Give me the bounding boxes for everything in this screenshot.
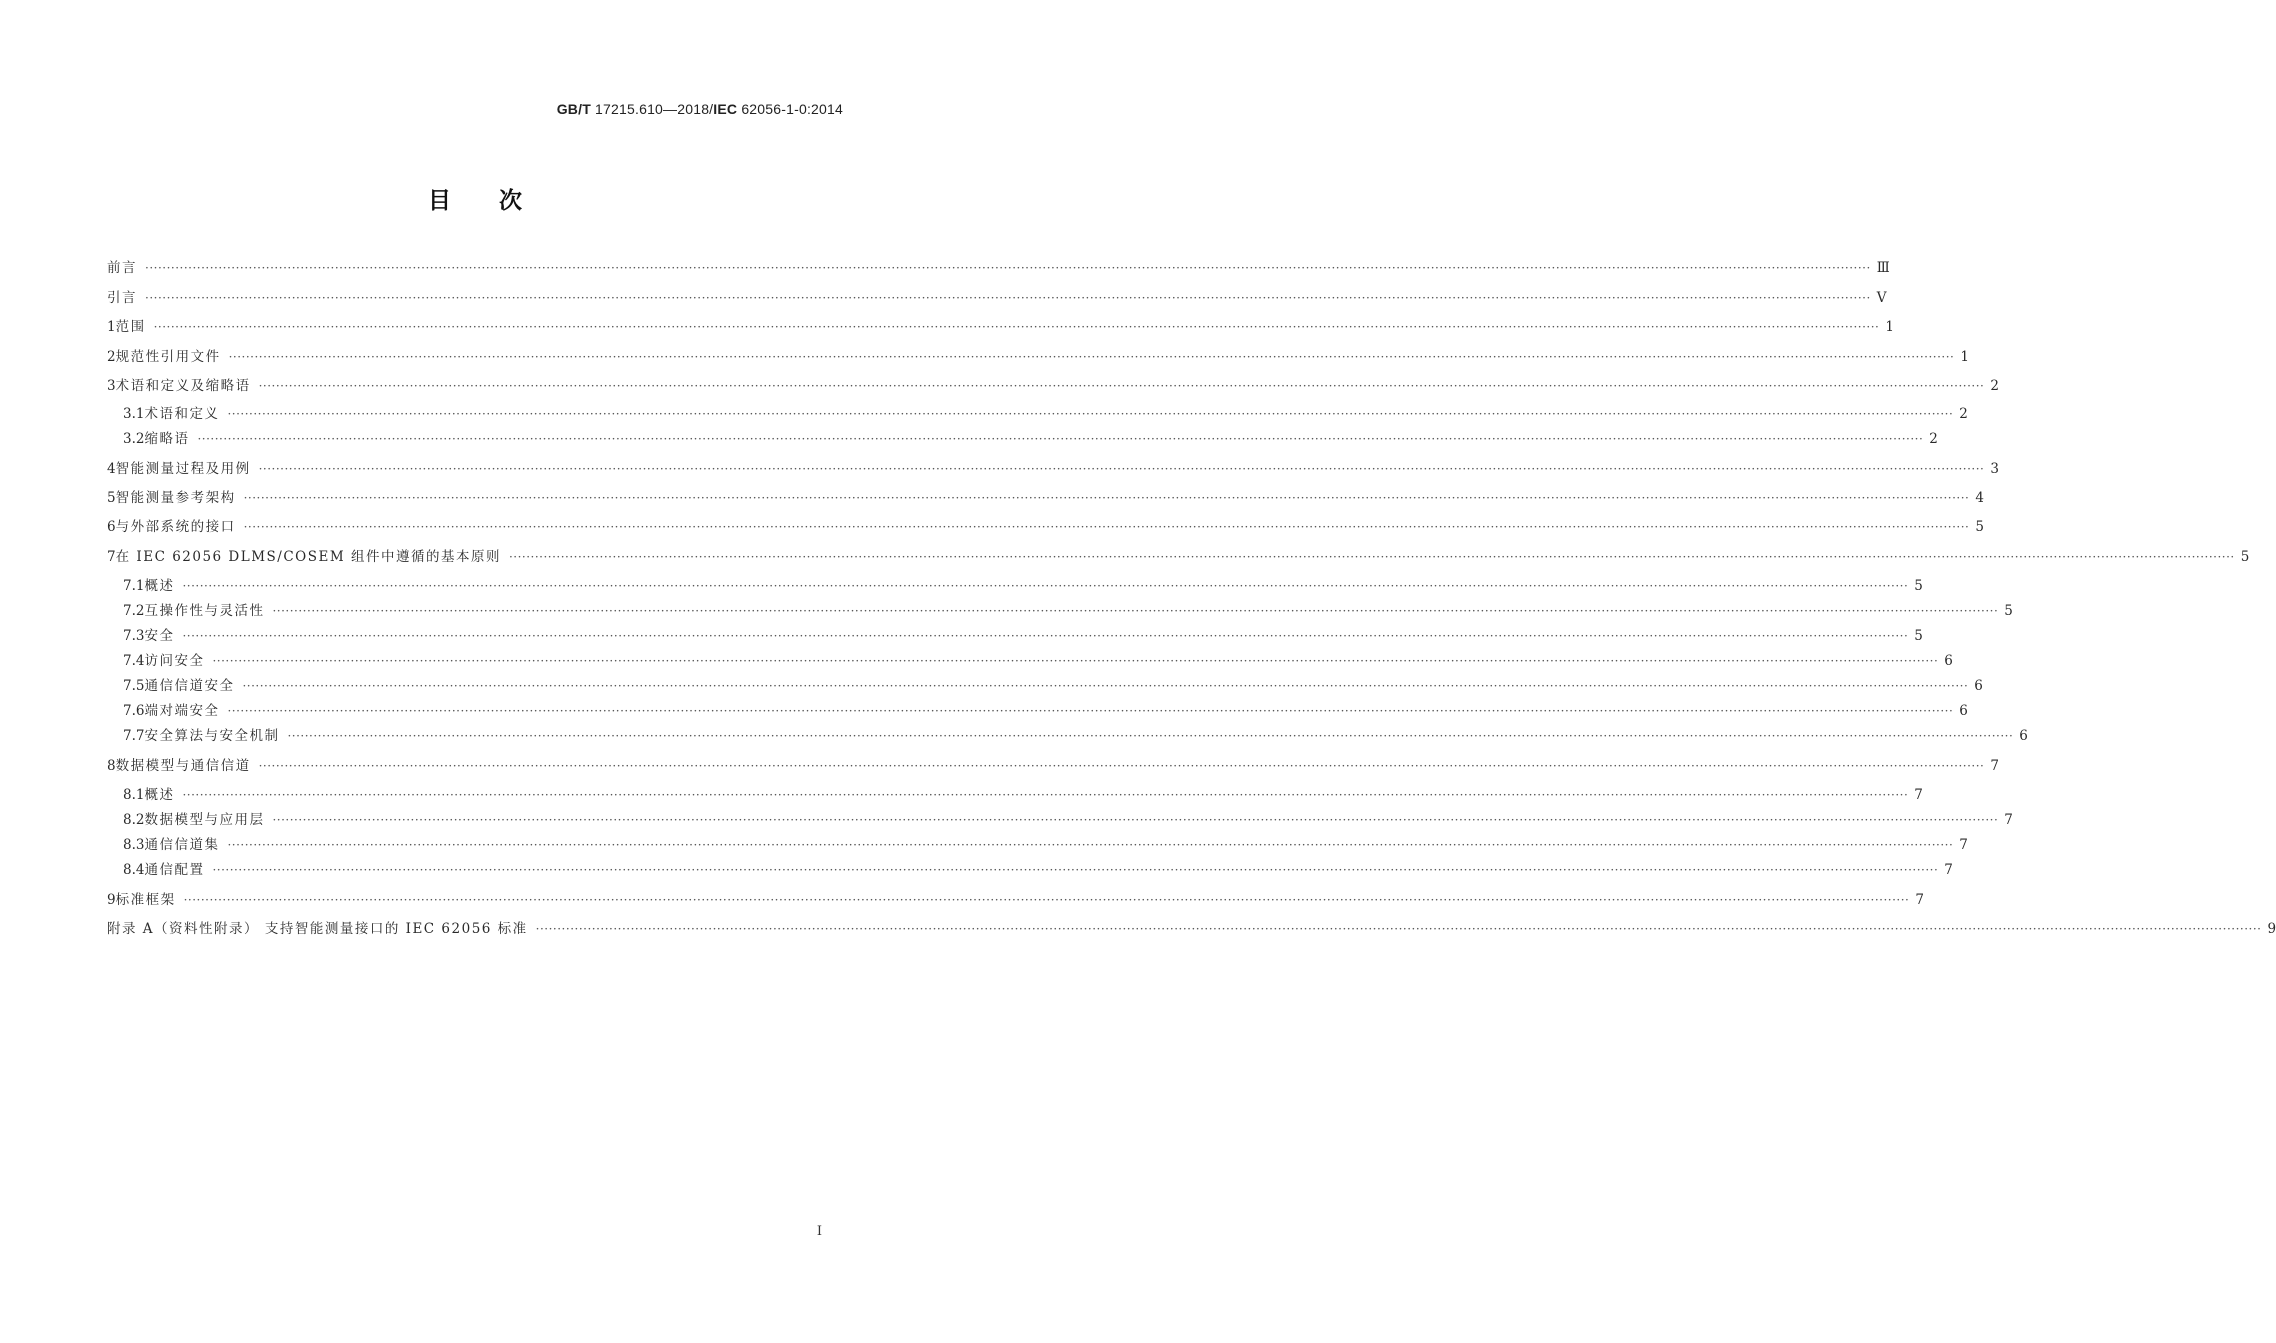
toc-entry-number: 8.4 <box>123 862 145 878</box>
toc-entry[interactable] <box>107 652 1953 670</box>
toc-entry-label: 在 IEC 62056 DLMS/COSEM 组件中遵循的基本原则 <box>115 549 501 565</box>
toc-entry-number: 1 <box>107 319 116 335</box>
dot-leader: ················································································································································································································································································································································································································ <box>182 629 1909 643</box>
toc-entry[interactable] <box>107 460 1999 478</box>
toc-entry[interactable] <box>107 702 1968 720</box>
dot-leader: ················································································································································································································································································································································································································ <box>243 491 1970 505</box>
toc-entry[interactable] <box>107 548 2250 566</box>
toc-entry-page: 7 <box>1915 892 1924 908</box>
dot-leader: ················································································································································································································································································································································································································ <box>227 704 1954 718</box>
toc-entry-number: 6 <box>107 519 116 535</box>
toc-entry-page: 4 <box>1975 490 1984 506</box>
toc-entry-page: 5 <box>1914 628 1923 644</box>
toc-entry[interactable] <box>107 786 1923 804</box>
toc-entry-label: 通信信道安全 <box>144 678 235 694</box>
dot-leader: ················································································································································································································································································································································································································ <box>212 654 1939 668</box>
toc-entry-label: 范围 <box>115 319 146 335</box>
toc-entry-number: 7 <box>107 549 116 565</box>
toc-entry-number: 8.3 <box>123 837 145 853</box>
page-title: 目次 <box>428 188 570 214</box>
toc-entry-label: 缩略语 <box>144 431 190 447</box>
dot-leader: ················································································································································································································································································································································································································ <box>228 350 1955 364</box>
toc-entry-label: 标准框架 <box>115 892 176 908</box>
toc-entry-number: 7.3 <box>123 628 145 644</box>
toc-entry-number: 3.2 <box>123 431 145 447</box>
toc-entry[interactable] <box>107 348 1969 366</box>
standard-code: 17215.610—2018/ <box>590 101 714 117</box>
toc-entry-label: 术语和定义 <box>144 406 220 422</box>
toc-entry-number: 3 <box>107 378 116 394</box>
toc-entry-label: 规范性引用文件 <box>115 349 221 365</box>
toc-entry[interactable] <box>107 259 1890 277</box>
toc-entry-page: 7 <box>1914 787 1923 803</box>
dot-leader: ················································································································································································································································································································································································································ <box>242 679 1969 693</box>
toc-entry-label: 智能测量过程及用例 <box>115 461 251 477</box>
standard-prefix: GB/T <box>556 101 591 117</box>
iec-code: 62056-1-0:2014 <box>737 101 843 117</box>
dot-leader: ················································································································································································································································································································································································································ <box>508 550 2235 564</box>
toc-entry-label: 与外部系统的接口 <box>115 519 236 535</box>
toc-entry-label: 前言 <box>107 260 137 276</box>
dot-leader: ················································································································································································································································································································································································································ <box>183 893 1910 907</box>
toc-entry-number: 7.5 <box>123 678 145 694</box>
toc-entry-label: 概述 <box>144 787 175 803</box>
toc-entry-label: 通信信道集 <box>144 837 220 853</box>
dot-leader: ················································································································································································································································································································································································································ <box>153 320 1880 334</box>
iec-prefix: IEC <box>713 101 738 117</box>
toc-entry-label: 端对端安全 <box>144 703 220 719</box>
dot-leader: ················································································································································································································································································································································································································ <box>212 863 1939 877</box>
toc-entry-label: 安全算法与安全机制 <box>144 728 280 744</box>
dot-leader: ················································································································································································································································································································································································································ <box>182 788 1909 802</box>
dot-leader: ················································································································································································································································································································································································································ <box>145 291 1871 305</box>
toc-entry[interactable] <box>107 602 2013 620</box>
toc-entry-page: 2 <box>1929 431 1938 447</box>
toc-entry-page: 2 <box>1990 378 1999 394</box>
page-number: I <box>816 1224 822 1239</box>
toc-entry[interactable] <box>107 577 1923 595</box>
toc-entry[interactable] <box>107 289 1887 307</box>
toc-entry-page: 3 <box>1990 461 1999 477</box>
toc-entry[interactable] <box>107 430 1938 448</box>
toc-entry-page: 6 <box>1944 653 1953 669</box>
dot-leader: ················································································································································································································································································································································································································ <box>197 432 1924 446</box>
toc-entry[interactable] <box>107 920 2276 938</box>
toc-entry-label: 数据模型与应用层 <box>144 812 265 828</box>
toc-entry-number: 8 <box>107 758 116 774</box>
toc-entry-label: 附录 A（资料性附录） 支持智能测量接口的 IEC 62056 标准 <box>107 921 528 937</box>
toc-entry-label: 术语和定义及缩略语 <box>115 378 251 394</box>
dot-leader: ················································································································································································································································································································································································································ <box>272 604 1999 618</box>
toc-entry-label: 互操作性与灵活性 <box>144 603 265 619</box>
toc-entry-page: 6 <box>1959 703 1968 719</box>
toc-entry[interactable] <box>107 861 1953 879</box>
toc-entry-number: 4 <box>107 461 116 477</box>
toc-entry[interactable] <box>107 518 1984 536</box>
toc-entry-label: 安全 <box>144 628 175 644</box>
toc-entry-page: 7 <box>1944 862 1953 878</box>
dot-leader: ················································································································································································································································································································································································································ <box>243 520 1970 534</box>
dot-leader: ················································································································································································································································································································································································································ <box>227 407 1954 421</box>
toc-entry[interactable] <box>107 677 1983 695</box>
toc-entry-page: 5 <box>2004 603 2013 619</box>
toc-entry-number: 3.1 <box>123 406 145 422</box>
dot-leader: ················································································································································································································································································································································································································ <box>258 379 1985 393</box>
toc-entry-number: 7.6 <box>123 703 145 719</box>
toc-entry-label: 通信配置 <box>144 862 205 878</box>
toc-entry-number: 5 <box>107 490 116 506</box>
dot-leader: ················································································································································································································································································································································································································ <box>182 579 1909 593</box>
toc-entry-page: 6 <box>1974 678 1983 694</box>
toc-entry-number: 9 <box>107 892 116 908</box>
toc-entry-number: 8.2 <box>123 812 145 828</box>
toc-entry-page: 6 <box>2019 728 2028 744</box>
toc-entry-page: 7 <box>1990 758 1999 774</box>
dot-leader: ················································································································································································································································································································································································································ <box>145 261 1871 275</box>
toc-entry-number: 7.2 <box>123 603 145 619</box>
toc-entry-page: Ⅲ <box>1876 260 1890 276</box>
toc-entry-page: 5 <box>2240 549 2250 565</box>
toc-entry-label: 数据模型与通信信道 <box>115 758 251 774</box>
toc-entry[interactable] <box>107 627 1923 645</box>
toc-entry[interactable] <box>107 727 2028 745</box>
toc-entry-number: 7.4 <box>123 653 145 669</box>
dot-leader: ················································································································································································································································································································································································································ <box>227 838 1954 852</box>
toc-entry-label: 引言 <box>107 290 137 306</box>
toc-entry-page: 5 <box>1975 519 1984 535</box>
dot-leader: ················································································································································································································································································································································································································ <box>258 462 1985 476</box>
toc-entry-page: 1 <box>1960 349 1969 365</box>
toc-entry[interactable] <box>107 811 2013 829</box>
toc-entry-number: 8.1 <box>123 787 145 803</box>
toc-entry[interactable] <box>107 757 1999 775</box>
toc-entry-page: 5 <box>1914 578 1923 594</box>
toc-entry-number: 7.7 <box>123 728 145 744</box>
toc-entry-number: 2 <box>107 349 116 365</box>
toc-entry-page: 9 <box>2267 921 2276 937</box>
toc-entry-page: V <box>1876 290 1887 306</box>
toc-entry[interactable] <box>107 318 1894 336</box>
toc-entry-number: 7.1 <box>123 578 145 594</box>
toc-entry-page: 1 <box>1885 319 1894 335</box>
toc-entry-page: 7 <box>1959 837 1968 853</box>
dot-leader: ················································································································································································································································································································································································································ <box>287 729 2014 743</box>
dot-leader: ················································································································································································································································································································································································································ <box>535 922 2262 936</box>
toc-entry-label: 访问安全 <box>144 653 205 669</box>
toc-entry[interactable] <box>107 836 1968 854</box>
toc-entry[interactable] <box>107 405 1968 423</box>
toc-entry-page: 7 <box>2004 812 2013 828</box>
toc-entry-page: 2 <box>1959 406 1968 422</box>
dot-leader: ················································································································································································································································································································································································································ <box>272 813 1999 827</box>
toc-entry[interactable] <box>107 891 1924 909</box>
document-header <box>557 101 843 117</box>
toc-entry[interactable] <box>107 377 1999 395</box>
toc-entry[interactable] <box>107 489 1984 507</box>
dot-leader: ················································································································································································································································································································································································································ <box>258 759 1985 773</box>
toc-entry-label: 概述 <box>144 578 175 594</box>
toc-entry-label: 智能测量参考架构 <box>115 490 236 506</box>
